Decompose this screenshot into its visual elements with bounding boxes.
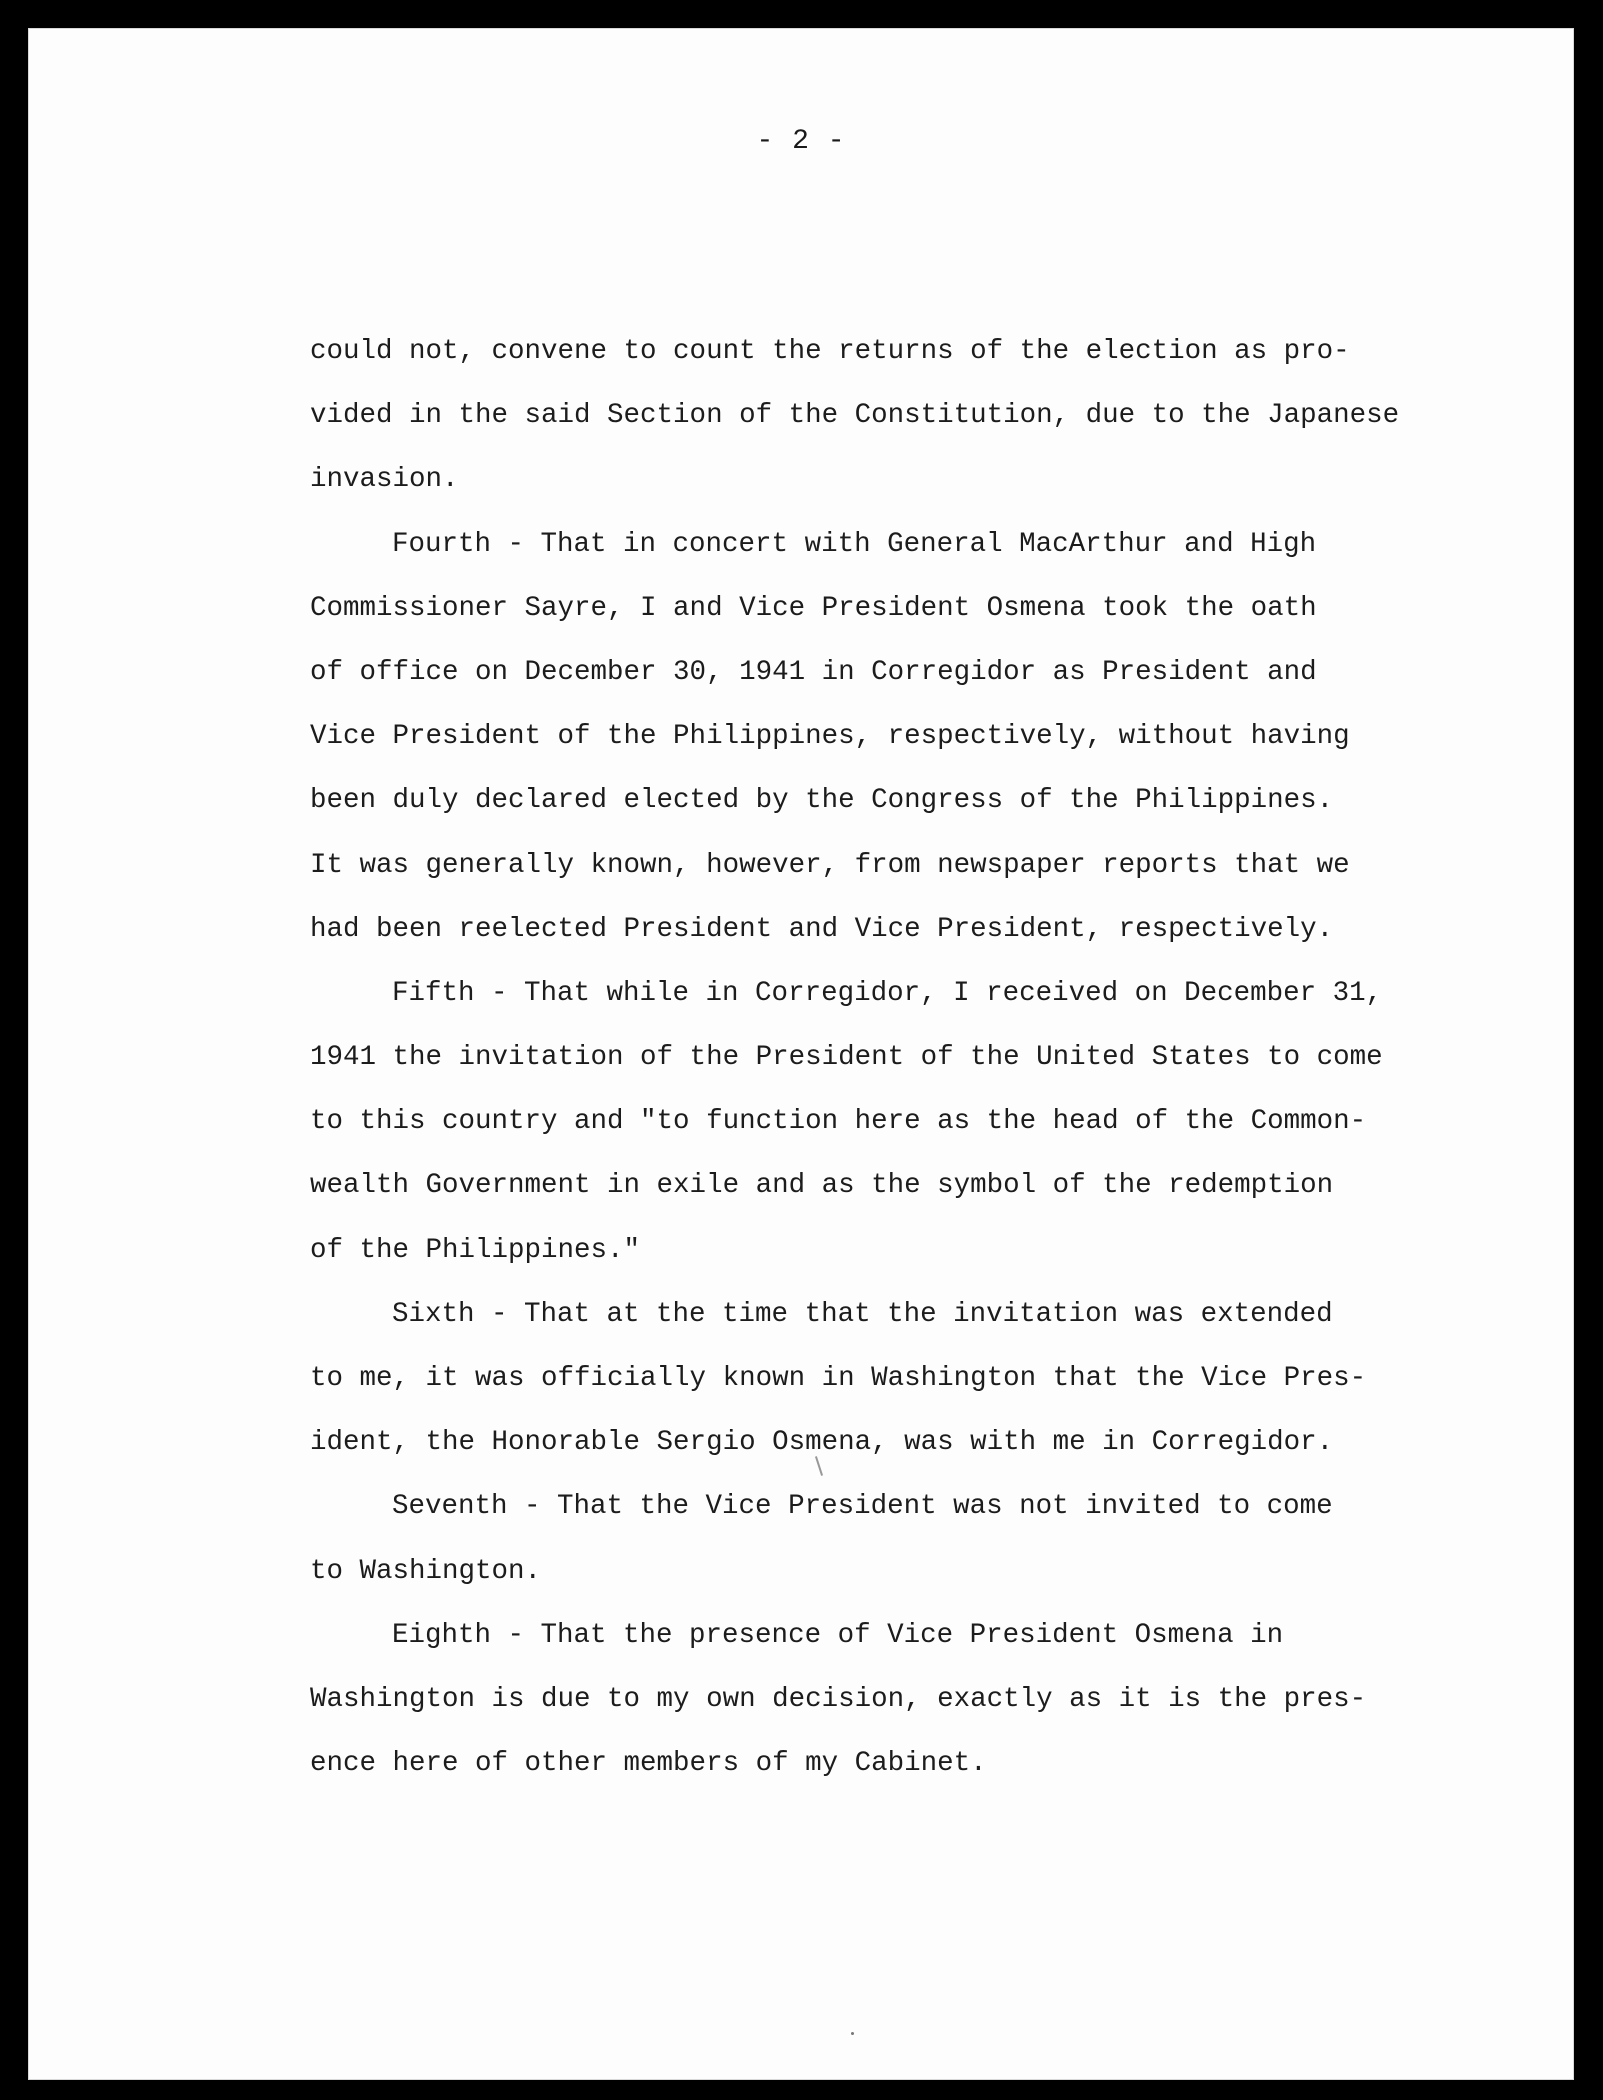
text-line: been duly declared elected by the Congress of the Philippines. xyxy=(310,785,1334,817)
document-body xyxy=(310,320,1430,1796)
ink-dot xyxy=(851,2032,854,2035)
text-line: Washington is due to my own decision, exactly as it is the pres- xyxy=(310,1683,1367,1715)
text-line: could not, convene to count the returns of the election as pro- xyxy=(310,336,1350,367)
text-line: Commissioner Sayre, I and Vice President Osmena took the oath xyxy=(310,592,1317,624)
paragraph-seventh-start: Seventh - That the Vice President was not invited to come xyxy=(392,1491,1333,1523)
page-number: - 2 - xyxy=(756,126,846,157)
text-line: ident, the Honorable Sergio Osmena, was with me in Corregidor. xyxy=(310,1427,1334,1459)
text-line: It was generally known, however, from newspaper reports that we xyxy=(310,849,1350,881)
paragraph-sixth-start: Sixth - That at the time that the invitation was extended xyxy=(392,1298,1333,1330)
document-page xyxy=(28,28,1574,2080)
text-line: Vice President of the Philippines, respectively, without having xyxy=(310,721,1350,753)
text-line: of office on December 30, 1941 in Corregidor as President and xyxy=(310,656,1317,688)
paragraph-fifth-start: Fifth - That while in Corregidor, I received on December 31, xyxy=(392,977,1383,1009)
text-line: 1941 the invitation of the President of the United States to come xyxy=(310,1042,1383,1074)
text-line: to Washington. xyxy=(310,1555,542,1587)
text-line: had been reelected President and Vice President, respectively. xyxy=(310,913,1334,945)
text-line: to me, it was officially known in Washington that the Vice Pres- xyxy=(310,1363,1367,1394)
text-line: vided in the said Section of the Constitution, due to the Japanese xyxy=(310,400,1400,432)
text-line: to this country and "to function here as the head of the Common- xyxy=(310,1106,1367,1138)
text-line: invasion. xyxy=(310,464,459,496)
text-line: of the Philippines." xyxy=(310,1234,641,1266)
text-line: ence here of other members of my Cabinet. xyxy=(310,1748,987,1780)
text-line: wealth Government in exile and as the symbol of the redemption xyxy=(310,1170,1334,1202)
paragraph-fourth-start: Fourth - That in concert with General MacArthur and High xyxy=(392,528,1317,560)
paragraph-eighth-start: Eighth - That the presence of Vice President Osmena in xyxy=(392,1619,1284,1651)
